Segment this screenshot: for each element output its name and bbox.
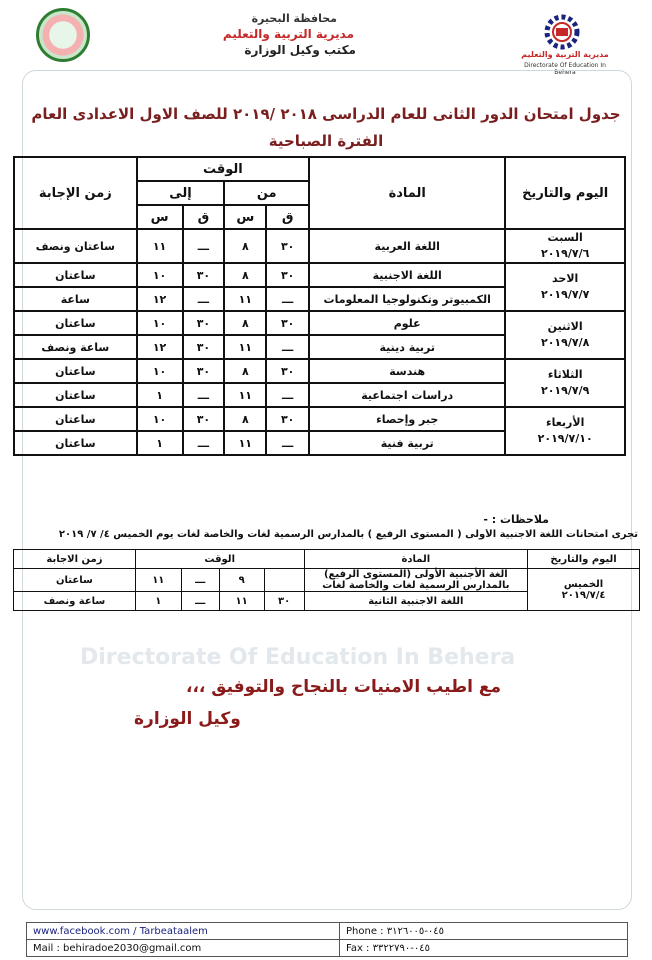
from-hour-cell: ١١	[224, 431, 266, 455]
table-row	[14, 263, 625, 287]
to-minutes-cell: ـــ	[183, 287, 225, 311]
header-time: الوقت	[137, 157, 309, 181]
time-cell: ـــ	[181, 569, 219, 592]
from-hour-cell: ٨	[224, 359, 266, 383]
from-minutes-cell: ـــ	[266, 287, 309, 311]
to-hour-cell: ١	[137, 383, 183, 407]
from-hour-cell: ٨	[224, 263, 266, 287]
table-row	[14, 569, 640, 592]
table-row	[14, 229, 625, 263]
duration-cell: ساعة	[14, 287, 137, 311]
subject-cell: اللغة الاجنبية الثانية	[304, 592, 528, 611]
subject-cell: هندسة	[309, 359, 505, 383]
day-cell	[505, 229, 625, 263]
day-name: السبت	[547, 231, 583, 244]
to-hour-cell: ١٢	[137, 287, 183, 311]
day-cell	[528, 569, 640, 611]
header-subject: المادة	[309, 157, 505, 229]
to-minutes-cell: ـــ	[183, 431, 225, 455]
first-language-exam-table	[13, 549, 640, 611]
day-name: الخميس	[563, 578, 604, 590]
logo-caption: مديرية التربية والتعليم	[521, 50, 609, 59]
day-date: ٢٠١٩/٧/٩	[541, 384, 590, 397]
from-minutes-cell: ٣٠	[266, 407, 309, 431]
to-minutes-cell: ـــ	[183, 383, 225, 407]
day-name: الاحد	[552, 272, 579, 285]
header-to: إلى	[137, 181, 225, 205]
to-hour-cell: ١	[137, 431, 183, 455]
header-to-s: س	[137, 205, 183, 229]
subject-cell: علوم	[309, 311, 505, 335]
subject-cell: اللغة العربية	[309, 229, 505, 263]
from-minutes-cell: ٣٠	[266, 359, 309, 383]
subject-cell: الكمبيوتر وتكنولوجيا المعلومات	[309, 287, 505, 311]
watermark: Directorate Of Education In Behera	[80, 645, 516, 670]
to-hour-cell: ١٠	[137, 311, 183, 335]
subject-cell: اللغة الاجنبية	[309, 263, 505, 287]
table-row	[14, 359, 625, 383]
to-minutes-cell: ٣٠	[183, 359, 225, 383]
duration-cell: ساعتان	[14, 311, 137, 335]
day-date: ٢٠١٩/٧/٧	[541, 288, 590, 301]
closing-signature: وكيل الوزارة	[134, 709, 241, 729]
from-minutes-cell: ـــ	[266, 335, 309, 359]
duration-cell: ساعتان ونصف	[14, 229, 137, 263]
duration-cell: ساعة ونصف	[14, 592, 136, 611]
table-row	[14, 407, 625, 431]
time-cell: ١١	[219, 592, 264, 611]
table-row	[14, 311, 625, 335]
day-date: ٢٠١٩/٧/٨	[541, 336, 590, 349]
facebook-link[interactable]: www.facebook.com / Tarbeataalem	[27, 923, 340, 940]
directorate-gear-logo	[534, 10, 590, 50]
day-name: الأربعاء	[545, 416, 585, 429]
from-minutes-cell: ٣٠	[266, 229, 309, 263]
subject-cell: تربية دينية	[309, 335, 505, 359]
header-from: من	[224, 181, 309, 205]
fax-number: Fax : ٠٤٥-٣٣٢٢٧٩٠	[340, 940, 628, 957]
to-minutes-cell: ـــ	[183, 229, 225, 263]
time-cell: ـــ	[181, 592, 219, 611]
closing-wishes: مع اطيب الامنيات بالنجاح والتوفيق ،،،	[186, 677, 501, 697]
notes-label: ملاحظات : -	[483, 513, 549, 526]
time-cell: ١	[135, 592, 181, 611]
contact-footer	[26, 922, 628, 957]
second-header-duration: زمن الاجابة	[14, 550, 136, 569]
phone-number: Phone : ٠٤٥-٣١٢٦٠٠٥	[340, 923, 628, 940]
notes-text: تجرى امتحانات اللغة الاجنبية الأولى ( المستوى الرفيع ) بالمدارس الرسمية لغات والخاصة لغات يوم الخميس ٤/ ٧/ ٢٠١٩	[58, 529, 638, 540]
subject-cell: جبر وإحصاء	[309, 407, 505, 431]
day-cell	[505, 359, 625, 407]
from-minutes-cell: ـــ	[266, 431, 309, 455]
subject-cell: الغة الأجنبية الأولى (المستوى الرفيع) بالمدارس الرسمية لغات والخاصة لغات	[304, 569, 528, 592]
from-hour-cell: ٨	[224, 407, 266, 431]
second-header-day: اليوم والتاريخ	[528, 550, 640, 569]
header-from-q: ق	[266, 205, 309, 229]
duration-cell: ساعتان	[14, 407, 137, 431]
to-hour-cell: ١٠	[137, 407, 183, 431]
header-to-q: ق	[183, 205, 225, 229]
from-minutes-cell: ـــ	[266, 383, 309, 407]
office-name: مكتب وكيل الوزارة	[244, 43, 356, 57]
second-header-time: الوقت	[135, 550, 304, 569]
from-hour-cell: ٨	[224, 311, 266, 335]
duration-cell: ساعتان	[14, 263, 137, 287]
header-day: اليوم والتاريخ	[505, 157, 625, 229]
day-cell	[505, 263, 625, 311]
to-hour-cell: ١١	[137, 229, 183, 263]
to-hour-cell: ١٠	[137, 359, 183, 383]
time-cell	[264, 569, 304, 592]
governorate-logo	[36, 8, 90, 62]
subject-cell: تربية فنية	[309, 431, 505, 455]
duration-cell: ساعتان	[14, 383, 137, 407]
from-minutes-cell: ٣٠	[266, 311, 309, 335]
time-cell: ٣٠	[264, 592, 304, 611]
day-cell	[505, 311, 625, 359]
from-hour-cell: ١١	[224, 287, 266, 311]
exam-schedule-table	[13, 156, 626, 456]
to-hour-cell: ١٢	[137, 335, 183, 359]
page-subtitle: الفترة الصباحية	[268, 132, 384, 150]
duration-cell: ساعتان	[14, 569, 136, 592]
day-cell	[505, 407, 625, 455]
governorate-name: محافظة البحيرة	[251, 12, 337, 25]
mail-address[interactable]: Mail : behiradoe2030@gmail.com	[27, 940, 340, 957]
day-date: ٢٠١٩/٧/١٠	[537, 432, 593, 445]
duration-cell: ساعة ونصف	[14, 335, 137, 359]
duration-cell: ساعتان	[14, 359, 137, 383]
second-header-subject: المادة	[304, 550, 528, 569]
to-minutes-cell: ٣٠	[183, 263, 225, 287]
subject-cell: دراسات اجتماعية	[309, 383, 505, 407]
page-title: جدول امتحان الدور الثانى للعام الدراسى ٢٠١٨ /٢٠١٩ للصف الاول الاعدادى العام	[31, 105, 621, 123]
duration-cell: ساعتان	[14, 431, 137, 455]
to-minutes-cell: ٣٠	[183, 407, 225, 431]
day-name: الاثنين	[547, 320, 583, 333]
to-hour-cell: ١٠	[137, 263, 183, 287]
header-from-s: س	[224, 205, 266, 229]
from-hour-cell: ١١	[224, 383, 266, 407]
to-minutes-cell: ٣٠	[183, 335, 225, 359]
to-minutes-cell: ٣٠	[183, 311, 225, 335]
from-hour-cell: ١١	[224, 335, 266, 359]
from-hour-cell: ٨	[224, 229, 266, 263]
day-date: ٢٠١٩/٧/٦	[541, 247, 590, 260]
logo-caption-en: Directorate Of Education In Behera	[524, 62, 606, 76]
time-cell: ١١	[135, 569, 181, 592]
day-date: ٢٠١٩/٧/٤	[561, 589, 606, 601]
directorate-name: مديرية التربية والتعليم	[222, 27, 354, 41]
header-duration: زمن الإجابة	[14, 157, 137, 229]
from-minutes-cell: ٣٠	[266, 263, 309, 287]
time-cell: ٩	[219, 569, 264, 592]
day-name: الثلاثاء	[547, 368, 583, 381]
